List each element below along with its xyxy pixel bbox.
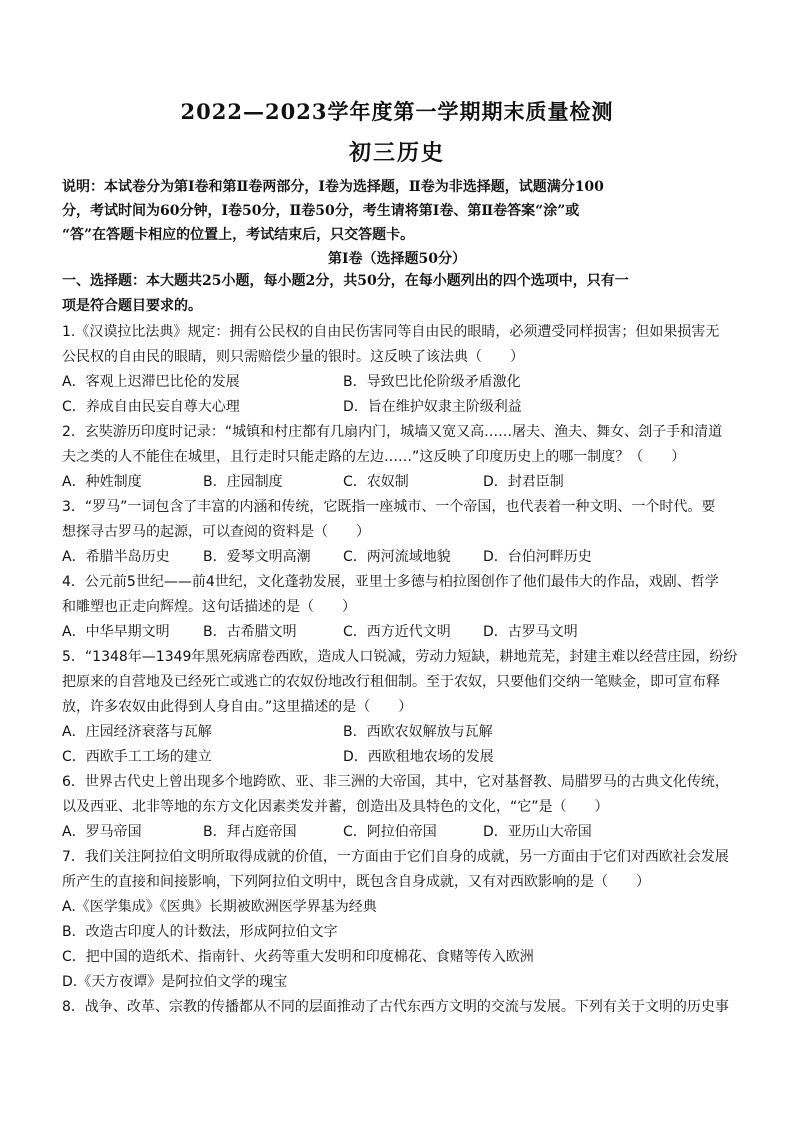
option-c: C．阿拉伯帝国 [343, 824, 437, 840]
option-d: D．亚历山大帝国 [483, 824, 592, 840]
question-stem-line: 1.《汉谟拉比法典》规定：拥有公民权的自由民伤害同等自由民的眼睛，必须遭受同样损害；但如果损害无 [62, 324, 720, 340]
question-stem-line: 3．“罗马”一词包含了丰富的内涵和传统，它既指一座城市、一个帝国，也代表着一种文明、一个时代。要 [62, 499, 716, 515]
part-heading-line: 一、选择题：本大题共25小题，每小题2分，共50分，在每小题列出的四个选项中，只有一 [62, 273, 629, 289]
instructions-line: “答”在答题卡相应的位置上，考试结束后，只交答题卡。 [62, 227, 415, 243]
option-d: D．西欧租地农场的发展 [343, 749, 494, 765]
option-c: C．西欧手工工场的建立 [62, 749, 212, 765]
option-b: B．西欧农奴解放与瓦解 [343, 724, 493, 740]
exam-title: 2022—2023学年度第一学期期末质量检测 [180, 99, 614, 124]
question-stem-line: 公民权的自由民的眼睛，则只需赔偿少量的银时。这反映了该法典（ ） [62, 349, 524, 365]
option-a: A．庄园经济衰落与瓦解 [62, 724, 212, 740]
option-a: A．客观上迟滞巴比伦的发展 [62, 374, 240, 390]
option-c: C．西方近代文明 [343, 624, 451, 640]
instructions-line: 说明：本试卷分为第Ⅰ卷和第Ⅱ卷两部分，Ⅰ卷为选择题，Ⅱ卷为非选择题，试题满分100 [62, 179, 604, 195]
instructions-line: 分，考试时间为60分钟，Ⅰ卷50分，Ⅱ卷50分，考生请将第Ⅰ卷、第Ⅱ卷答案“涂”或 [62, 203, 580, 219]
option-d: D.《天方夜谭》是阿拉伯文学的瑰宝 [62, 974, 288, 990]
option-d: D．台伯河畔历史 [483, 549, 592, 565]
option-d: D．古罗马文明 [483, 624, 578, 640]
option-a: A.《医学集成》《医典》长期被欧洲医学界基为经典 [62, 899, 377, 915]
question-stem-line: 把原来的自营地及已经死亡或逃亡的农奴份地改行租佃制。至于农奴，只要他们交纳一笔赎金，即可宣布释 [62, 674, 720, 690]
question-stem-line: 8．战争、改革、宗教的传播都从不同的层面推动了古代东西方文明的交流与发展。下列有关于文明的历史事 [62, 999, 729, 1015]
question-stem-line: 4．公元前5世纪——前4世纪，文化蓬勃发展，亚里士多德与柏拉图创作了他们最伟大的作品，戏剧、哲学 [62, 574, 719, 590]
option-a: A．种姓制度 [62, 474, 142, 490]
question-stem-line: 5．“1348年—1349年黑死病席卷西欧，造成人口锐减，劳动力短缺，耕地荒芜，封建主难以经营庄园，纷纷 [62, 649, 738, 665]
question-stem-line: 6．世界古代史上曾出现多个地跨欧、亚、非三洲的大帝国，其中，它对基督教、局腊罗马的古典文化传统， [62, 774, 729, 790]
question-stem-line: 放，许多农奴由此得到人身自由。”这里描述的是（ ） [62, 699, 413, 715]
option-c: C．农奴制 [343, 474, 409, 490]
question-stem-line: 2．玄奘游历印度时记录：“城镇和村庄都有几扇内门，城墙又宽又高……屠夫、渔夫、舞女、刽子手和清道 [62, 424, 723, 440]
option-c: C．养成自由民妄自尊大心理 [62, 399, 240, 415]
option-d: D．封君臣制 [483, 474, 564, 490]
option-a: A．罗马帝国 [62, 824, 142, 840]
option-d: D．旨在维护奴隶主阶级利益 [343, 399, 522, 415]
option-c: C．两河流域地貌 [343, 549, 451, 565]
question-stem-line: 以及西亚、北非等地的东方文化因素类发并蓄，创造出及具特色的文化，“它”是（ ） [62, 799, 609, 815]
part-heading-line: 项是符合题目要求的。 [62, 298, 202, 314]
option-a: A．希腊半岛历史 [62, 549, 170, 565]
question-stem-line: 和雕塑也正走向辉煌。这句话描述的是（ ） [62, 599, 356, 615]
option-a: A．中华早期文明 [62, 624, 170, 640]
option-b: B．庄园制度 [203, 474, 283, 490]
option-b: B．改造古印度人的计数法，形成阿拉伯文字 [62, 924, 338, 940]
option-b: B．古希腊文明 [203, 624, 297, 640]
option-b: B．拜占庭帝国 [203, 824, 297, 840]
question-stem-line: 所产生的直接和间接影响，下列阿拉伯文明中，既包含自身成就，又有对西欧影响的是（ ） [62, 874, 650, 890]
question-stem-line: 夫之类的人不能住在城里，且行走时只能走路的左边……”这反映了印度历史上的哪一制度？（ ） [62, 449, 686, 465]
section-title: 第Ⅰ卷（选择题50分） [327, 251, 467, 267]
exam-subject: 初三历史 [348, 140, 445, 166]
question-stem-line: 想探寻古罗马的起源，可以查阅的资料是（ ） [62, 524, 370, 540]
question-stem-line: 7．我们关注阿拉伯文明所取得成就的价值，一方面由于它们自身的成就，另一方面由于它们对西欧社会发展 [62, 849, 729, 865]
option-b: B．导致巴比伦阶级矛盾激化 [343, 374, 521, 390]
option-b: B．爱琴文明高潮 [203, 549, 311, 565]
option-c: C．把中国的造纸术、指南针、火药等重大发明和印度棉花、食赌等传入欧洲 [62, 949, 534, 965]
